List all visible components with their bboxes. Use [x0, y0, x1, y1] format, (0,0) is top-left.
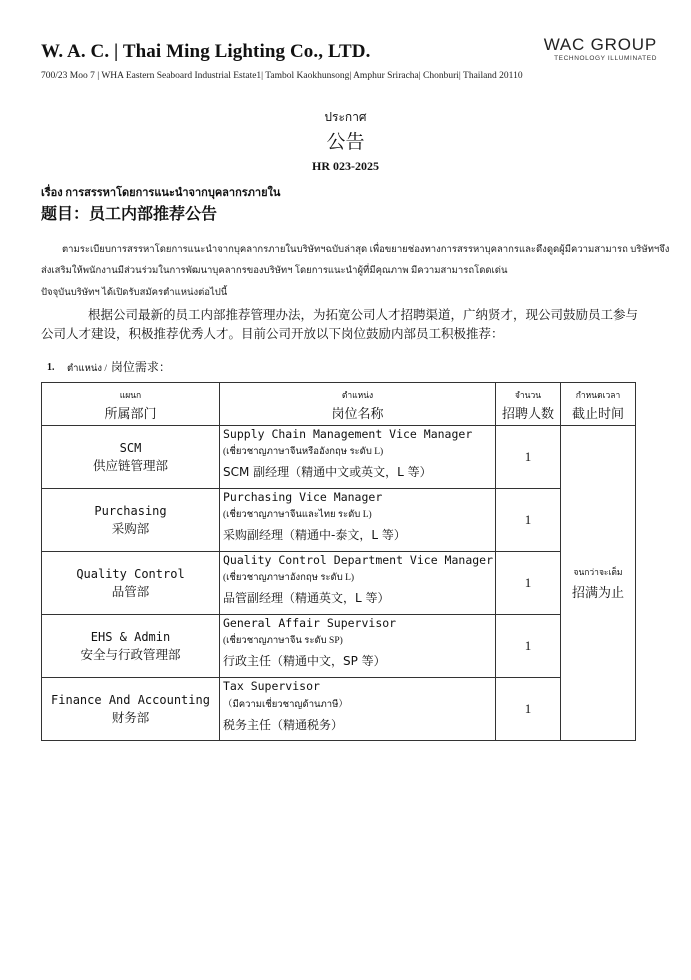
header-position: ตำแหน่ง 岗位名称	[220, 383, 496, 426]
table-header-row	[42, 383, 636, 426]
department-cell: Purchasing 采购部	[42, 489, 220, 552]
headcount-cell: 1	[496, 615, 561, 678]
department-cell: EHS & Admin 安全与行政管理部	[42, 615, 220, 678]
logo-tagline: TECHNOLOGY ILLUMINATED	[554, 55, 657, 62]
paragraph-thai-line: ส่งเสริมให้พนักงานมีส่วนร่วมในการพัฒนาบุคลากรของบริษัทฯ โดยการแนะนำผู้ที่มีคุณภาพ มีความสามารถโดดเด่น	[41, 266, 508, 276]
paragraph-thai-line: ตามระเบียบการสรรหาโดยการแนะนำจากบุคลากรภายในบริษัทฯฉบับล่าสุด เพื่อขยายช่องทางการสรรหาบุคลากรและดึงดูดผู้มีความสามารถ บริษัทฯจึง	[62, 245, 670, 255]
company-name: W. A. C. | Thai Ming Lighting Co., LTD.	[41, 41, 371, 62]
section-number: 1.	[47, 362, 55, 373]
section-title	[67, 358, 171, 376]
subject-chinese: 题目：员工内部推荐公告	[41, 204, 218, 223]
position-cell: Quality Control Department Vice Manager (เชี่ยวชาญภาษาอังกฤษ ระดับ L) 品管副经理（精通英文，L 等）	[220, 552, 496, 615]
wac-group-logo	[544, 36, 657, 62]
position-cell: Tax Supervisor （มีความเชี่ยวชาญด้านภาษี） 税务主任（精通税务）	[220, 678, 496, 741]
company-address: 700/23 Moo 7 | WHA Eastern Seaboard Industrial Estate1| Tambol Kaokhunsong| Amphur Sriracha| Chonburi| Thailand 20110	[41, 71, 523, 81]
headcount-cell: 1	[496, 678, 561, 741]
document-code: HR 023-2025	[312, 159, 379, 173]
table-row	[42, 678, 636, 741]
announcement-title-thai: ประกาศ	[324, 110, 367, 124]
headcount-cell: 1	[496, 552, 561, 615]
paragraph-thai-line: ปัจจุบันบริษัทฯ ได้เปิดรับสมัครตำแหน่งต่อไปนี้	[41, 288, 228, 298]
table-row	[42, 552, 636, 615]
header-headcount: จำนวน 招聘人数	[496, 383, 561, 426]
department-cell: Finance And Accounting 财务部	[42, 678, 220, 741]
table-row	[42, 426, 636, 489]
logo-main-text: WAC GROUP	[543, 35, 657, 54]
deadline-cell: จนกว่าจะเต็ม 招满为止	[561, 426, 636, 741]
paragraph-chinese-line: 公司人才建设，积极推荐优秀人才。目前公司开放以下岗位鼓励内部员工积极推荐：	[41, 326, 504, 341]
position-cell: General Affair Supervisor (เชี่ยวชาญภาษาจีน ระดับ SP) 行政主任（精通中文，SP 等）	[220, 615, 496, 678]
section-title-chinese: 岗位需求：	[107, 360, 171, 374]
section-title-thai: ตำแหน่ง /	[67, 364, 108, 374]
paragraph-chinese-line: 根据公司最新的员工内部推荐管理办法，为拓宽公司人才招聘渠道，广纳贤才，现公司鼓励员工参与	[88, 307, 639, 322]
subject-thai: เรื่อง การสรรหาโดยการแนะนำจากบุคลากรภายใน	[41, 187, 281, 199]
department-cell: Quality Control 品管部	[42, 552, 220, 615]
position-cell: Supply Chain Management Vice Manager (เชี่ยวชาญภาษาจีนหรืออังกฤษ ระดับ L) SCM 副经理（精通中文或英文，L 等）	[220, 426, 496, 489]
department-cell: SCM 供应链管理部	[42, 426, 220, 489]
table-row	[42, 489, 636, 552]
headcount-cell: 1	[496, 426, 561, 489]
header-deadline: กำหนดเวลา 截止时间	[561, 383, 636, 426]
positions-table	[41, 382, 636, 741]
position-cell: Purchasing Vice Manager (เชี่ยวชาญภาษาจีนและไทย ระดับ L) 采购副经理（精通中-泰文，L 等）	[220, 489, 496, 552]
headcount-cell: 1	[496, 489, 561, 552]
header-department: แผนก 所属部门	[42, 383, 220, 426]
announcement-title-chinese: 公告	[326, 131, 365, 153]
table-row	[42, 615, 636, 678]
